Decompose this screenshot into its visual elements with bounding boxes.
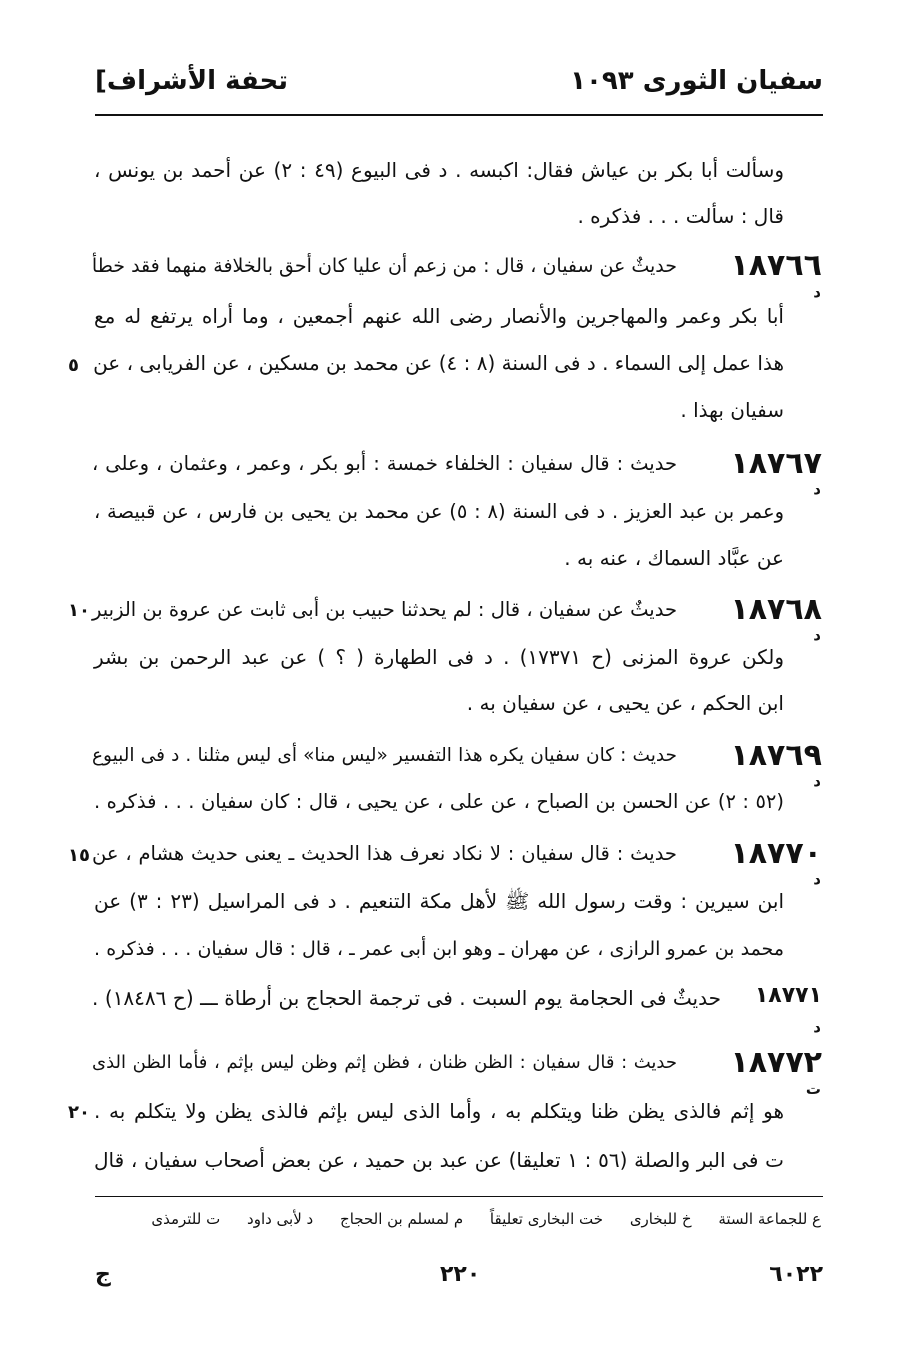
entry-siglum: د [813, 283, 821, 301]
entry-siglum: د [813, 772, 821, 790]
page-header [95, 66, 823, 110]
entry-line: حديث : قال سفيان : لا نكاد نعرف هذا الحديث ـ يعنى حديث هشام ، عن [92, 842, 677, 865]
abbrev-item: د لأبى داود [247, 1210, 314, 1228]
line-margin-number: ٥ [68, 355, 79, 376]
abbrev-item: ت للترمذى [151, 1210, 221, 1228]
abbreviation-key [93, 1208, 821, 1230]
line-margin-number: ١٥ [68, 845, 90, 866]
entry-line: هو إثم فالذى يظن ظنا ويتكلم به ، وأما الذى ليس بإثم فالذى يظن ولا يتكلم به . [94, 1099, 784, 1123]
entry-siglum: د [813, 870, 821, 888]
entry-line: ولكن عروة المزنى (ح ١٧٣٧١) . د فى الطهارة ( ؟ ) عن عبد الرحمن بن بشر [94, 645, 784, 669]
abbrev-item: خت البخارى تعليقاً [489, 1210, 604, 1228]
footnote-rule [95, 1196, 823, 1197]
intro-line: قال : سألت . . . فذكره . [577, 204, 784, 228]
entry-line: وعمر بن عبد العزيز . د فى السنة (٨ : ٥) عن محمد بن يحيى بن فارس ، عن قبيصة ، [94, 500, 785, 523]
entry-number: ١٨٧٦٩ [730, 738, 822, 773]
entry-number: ١٨٧٦٨ [730, 592, 822, 627]
entry-line: أبا بكر وعمر والمهاجرين والأنصار رضى الله عنهم أجمعين ، وما أراه يرتفع له مع [94, 304, 784, 328]
abbrev-item: ع للجماعة الستة [718, 1210, 821, 1228]
entry-line: (٥٢ : ٢) عن الحسن بن الصباح ، عن على ، عن يحيى ، قال : كان سفيان . . . فذكره . [94, 790, 784, 813]
entry-line: ابن الحكم ، عن يحيى ، عن سفيان به . [466, 691, 784, 715]
abbrev-item: م لمسلم بن الحجاج [340, 1210, 464, 1228]
entry-line: ابن سيرين : وقت رسول الله ﷺ لأهل مكة التنعيم . د فى المراسيل (٢٣ : ٣) عن [94, 889, 785, 913]
entry-line: حديثٌ عن سفيان ، قال : من زعم أن عليا كان أحق بالخلافة منهما فقد خطأ [91, 255, 677, 277]
intro-line: وسألت أبا بكر بن عياش فقال: اكبسه . د فى البيوع (٤٩ : ٢) عن أحمد بن يونس ، [94, 158, 784, 182]
entry-line: محمد بن عمرو الرازى ، عن مهران ـ وهو ابن أبى عمر ـ ، قال : قال سفيان . . . فذكره . [94, 938, 784, 960]
abbrev-item: خ للبخارى [629, 1210, 692, 1228]
entry-number: ١٨٧٧٢ [730, 1045, 822, 1080]
signature-mark: ج [95, 1262, 111, 1287]
entry-line: حديث : قال سفيان : الخلفاء خمسة : أبو بكر ، وعمر ، وعثمان ، وعلى ، [92, 452, 677, 475]
line-margin-number: ٢٠ [68, 1102, 90, 1123]
entry-line: هذا عمل إلى السماء . د فى السنة (٨ : ٤) عن محمد بن مسكين ، عن الفريابى ، عن [93, 351, 784, 375]
entry-number: ١٨٧٧٠ [730, 836, 822, 871]
entry-line: عن عبَّاد السماك ، عنه به . [564, 546, 784, 570]
entry-number: ١٨٧٧١ [754, 983, 822, 1008]
entry-siglum: د [813, 1018, 821, 1036]
line-margin-number: ١٠ [68, 600, 90, 621]
running-title: سفيان الثورى ١٠٩٣ [570, 66, 823, 96]
entry-line: حديث : كان سفيان يكره هذا التفسير «ليس منا» أى ليس مثلنا . د فى البيوع [92, 745, 677, 766]
entry-line: حديث : قال سفيان : الظن ظنان ، فظن إثم وظن ليس بإثم ، فأما الظن الذى [92, 1052, 677, 1073]
entry-line: ت فى البر والصلة (٥٦ : ١ تعليقا) عن عبد بن حميد ، عن بعض أصحاب سفيان ، قال [94, 1148, 784, 1172]
book-title: [تحفة الأشراف [95, 66, 289, 96]
page-number: ٢٢٠ [440, 1262, 481, 1287]
footer-volume-page: ٦٠٢٢ [769, 1262, 823, 1287]
entry-siglum: د [813, 480, 821, 498]
header-rule [95, 114, 823, 116]
page-footer [95, 1262, 823, 1292]
entry-number: ١٨٧٦٧ [730, 446, 822, 481]
entry-siglum: ت [805, 1080, 821, 1098]
entry-line: سفيان بهذا . [680, 398, 784, 422]
entry-line: حديثٌ عن سفيان ، قال : لم يحدثنا حبيب بن أبى ثابت عن عروة بن الزبير [92, 598, 677, 621]
entry-number: ١٨٧٦٦ [730, 248, 822, 283]
entry-line: حديثٌ فى الحجامة يوم السبت . فى ترجمة الحجاج بن أرطاة ـــ (ح ١٨٤٨٦) . [92, 986, 721, 1010]
entry-siglum: د [813, 626, 821, 644]
